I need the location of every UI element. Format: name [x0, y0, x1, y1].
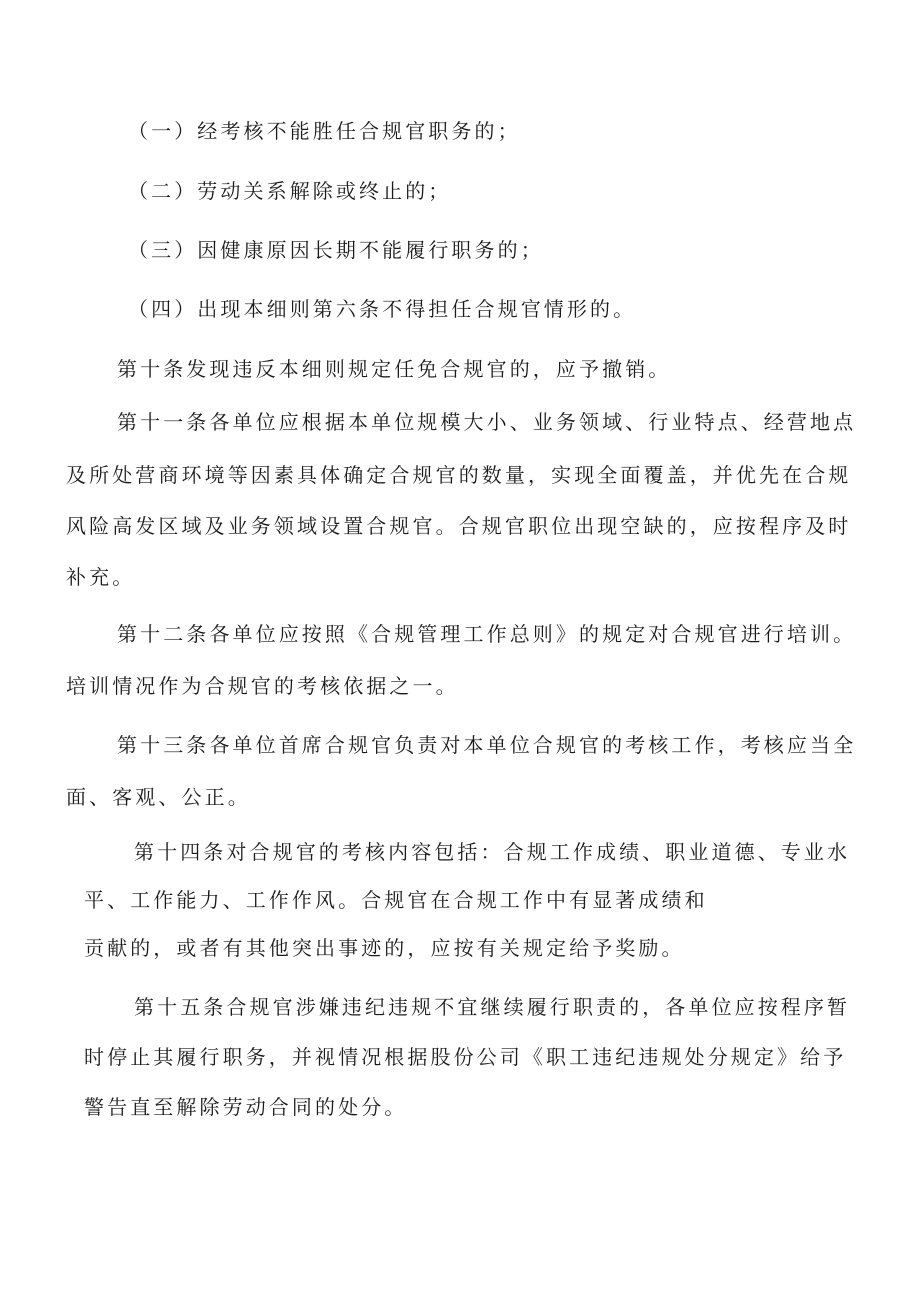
clause-item-3: （三）因健康原因长期不能履行职务的；: [128, 238, 544, 262]
article-11-line-2: 及所处营商环境等因素具体确定合规官的数量，实现全面覆盖，并优先在合规: [66, 463, 852, 487]
article-14-line-3: 贡献的，或者有其他突出事迹的，应按有关规定给予奖励。: [84, 936, 685, 960]
clause-item-4: （四）出现本细则第六条不得担任合规官情形的。: [128, 297, 637, 321]
article-12-line-2: 培训情况作为合规官的考核依据之一。: [66, 674, 459, 698]
article-13-line-2: 面、客观、公正。: [66, 785, 251, 809]
article-15-line-2: 时停止其履行职务，并视情况根据股份公司《职工违纪违规处分规定》给予: [84, 1045, 847, 1069]
article-15-line-1: 第十五条合规官涉嫌违纪违规不宜继续履行职责的，各单位应按程序暂: [134, 995, 851, 1019]
article-15-line-3: 警告直至解除劳动合同的处分。: [84, 1095, 408, 1119]
article-11-line-4: 补充。: [66, 565, 136, 589]
article-10-line-1: 第十条发现违反本细则规定任免合规官的，应予撤销。: [117, 357, 672, 381]
article-14-line-1: 第十四条对合规官的考核内容包括：合规工作成绩、职业道德、专业水: [134, 840, 851, 864]
clause-item-1: （一）经考核不能胜任合规官职务的；: [128, 119, 521, 143]
clause-item-2: （二）劳动关系解除或终止的；: [128, 179, 452, 203]
article-11-line-1: 第十一条各单位应根据本单位规模大小、业务领域、行业特点、经营地点: [117, 410, 857, 434]
article-13-line-1: 第十三条各单位首席合规官负责对本单位合规官的考核工作，考核应当全: [117, 733, 857, 757]
article-12-line-1: 第十二条各单位应按照《合规管理工作总则》的规定对合规官进行培训。: [117, 622, 857, 646]
article-11-line-3: 风险高发区域及业务领域设置合规官。合规官职位出现空缺的，应按程序及时: [66, 514, 852, 538]
article-14-line-2: 平、工作能力、工作作风。合规官在合规工作中有显著成绩和: [84, 888, 708, 912]
